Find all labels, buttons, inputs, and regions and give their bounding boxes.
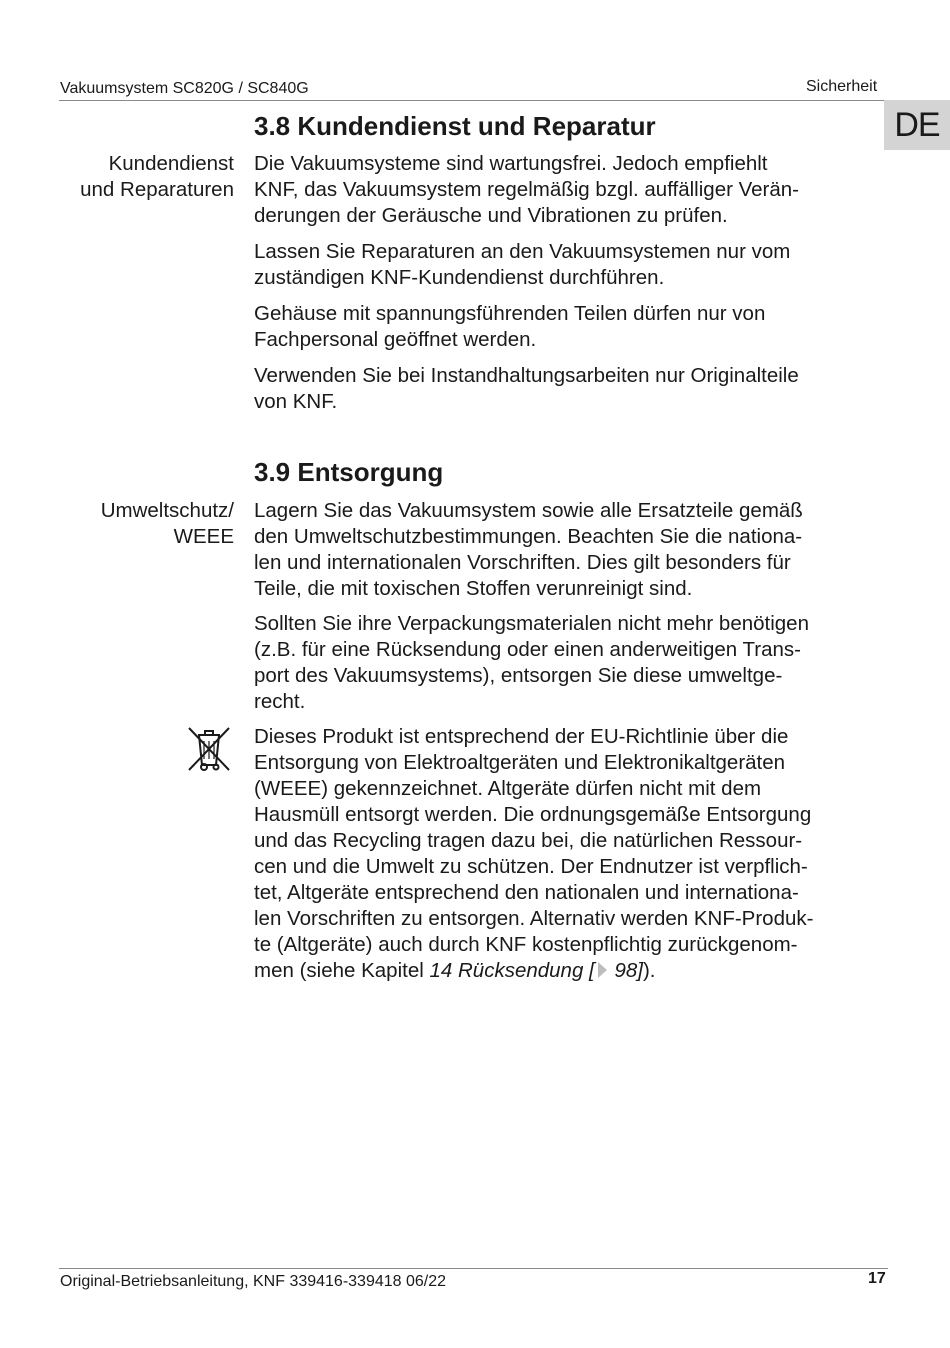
margin-label-line: WEEE <box>173 525 234 548</box>
text-line: tet, Altgeräte entsprechend den nationalen und internationa- <box>254 881 799 904</box>
paragraph-repairs <box>254 239 894 291</box>
running-header-chapter: Sicherheit <box>806 78 878 95</box>
text-line-with-reference <box>254 958 894 984</box>
text-line: KNF, das Vakuumsystem regelmäßig bzgl. auffälliger Verän- <box>254 178 800 201</box>
chapter-reference-page[interactable]: 98] <box>608 959 643 982</box>
section-heading-3-8: 3.8 Kundendienst und Reparatur <box>254 111 656 141</box>
text-line: von KNF. <box>254 390 338 413</box>
text-line: cen und die Umwelt zu schützen. Der Endnutzer ist verpflich- <box>254 855 808 878</box>
paragraph-packaging <box>254 611 894 715</box>
text-line: recht. <box>254 690 306 713</box>
text-line: Lassen Sie Reparaturen an den Vakuumsystemen nur vom <box>254 240 791 263</box>
header-divider <box>59 100 888 101</box>
text-line: port des Vakuumsystems), entsorgen Sie diese umweltge- <box>254 664 783 687</box>
reference-suffix: ). <box>642 959 656 982</box>
chapter-reference-link[interactable]: 14 Rücksendung [ <box>429 959 595 982</box>
reference-prefix: men (siehe Kapitel <box>254 959 430 982</box>
text-line: den Umweltschutzbestimmungen. Beachten Sie die nationa- <box>254 525 803 548</box>
margin-label-umweltschutz <box>101 498 234 550</box>
text-line: (z.B. für eine Rücksendung oder einen anderweitigen Trans- <box>254 638 801 661</box>
text-line: Die Vakuumsysteme sind wartungsfrei. Jedoch empfiehlt <box>254 152 768 175</box>
margin-label-kundendienst <box>80 151 234 203</box>
page-arrow-icon <box>598 962 607 978</box>
text-line: Sollten Sie ihre Verpackungsmaterialen nicht mehr benötigen <box>254 612 809 635</box>
page-number: 17 <box>868 1270 886 1287</box>
text-line: len Vorschriften zu entsorgen. Alternativ werden KNF-Produk- <box>254 907 814 930</box>
paragraph-storage <box>254 498 894 602</box>
paragraph-original-parts <box>254 363 894 415</box>
margin-label-line: Kundendienst <box>108 152 234 175</box>
paragraph-housing <box>254 301 894 353</box>
text-line: Lagern Sie das Vakuumsystem sowie alle Ersatzteile gemäß <box>254 499 803 522</box>
footer-document-id: Original-Betriebsanleitung, KNF 339416-339418 06/22 <box>60 1273 447 1290</box>
text-line: Entsorgung von Elektroaltgeräten und Elektronikaltgeräten <box>254 751 786 774</box>
text-line: Fachpersonal geöffnet werden. <box>254 328 537 351</box>
text-line: Verwenden Sie bei Instandhaltungsarbeiten nur Originalteile <box>254 364 799 387</box>
footer-divider <box>59 1268 888 1269</box>
paragraph-weee-directive <box>254 724 894 984</box>
text-line: Dieses Produkt ist entsprechend der EU-Richtlinie über die <box>254 725 789 748</box>
text-line: len und internationalen Vorschriften. Dies gilt besonders für <box>254 551 791 574</box>
text-line: Hausmüll entsorgt werden. Die ordnungsgemäße Entsorgung <box>254 803 812 826</box>
running-header-title: Vakuumsystem SC820G / SC840G <box>60 80 309 97</box>
text-line: (WEEE) gekennzeichnet. Altgeräte dürfen nicht mit dem <box>254 777 762 800</box>
margin-label-line: Umweltschutz/ <box>100 499 234 522</box>
text-line: zuständigen KNF-Kundendienst durchführen. <box>254 266 665 289</box>
margin-label-line: und Reparaturen <box>80 178 234 201</box>
crossed-out-wheelie-bin-icon <box>186 725 232 773</box>
text-line: derungen der Geräusche und Vibrationen zu prüfen. <box>254 204 728 227</box>
text-line: und das Recycling tragen dazu bei, die natürlichen Ressour- <box>254 829 803 852</box>
language-tab: DE <box>884 100 950 150</box>
paragraph-maintenance-free <box>254 151 894 229</box>
text-line: Gehäuse mit spannungsführenden Teilen dürfen nur von <box>254 302 766 325</box>
text-line: Teile, die mit toxischen Stoffen verunreinigt sind. <box>254 577 693 600</box>
text-line: te (Altgeräte) auch durch KNF kostenpflichtig zurückgenom- <box>254 933 798 956</box>
section-heading-3-9: 3.9 Entsorgung <box>254 457 444 487</box>
